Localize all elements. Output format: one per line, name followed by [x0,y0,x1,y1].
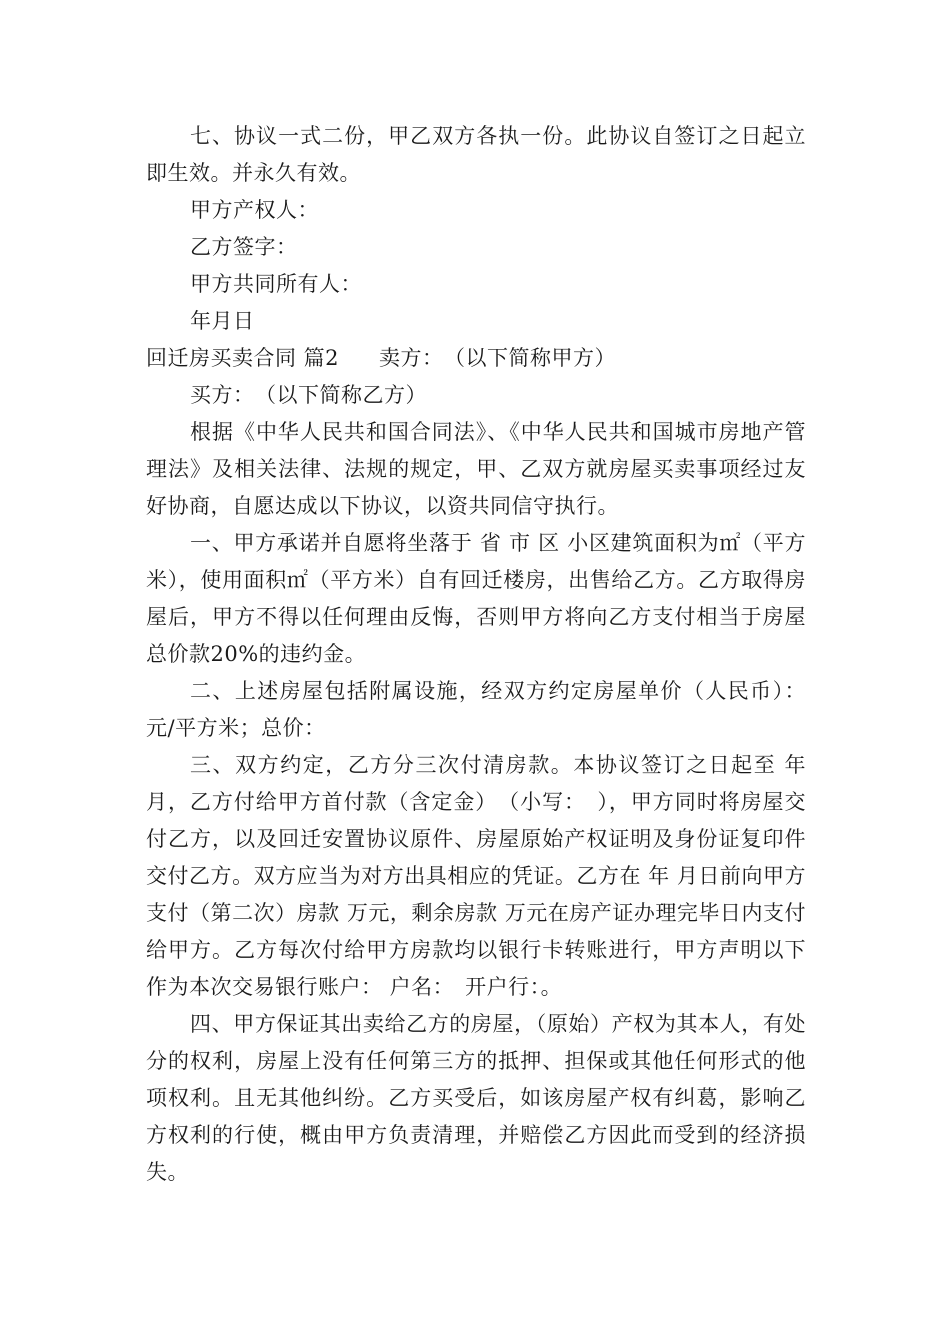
co-owner-signature-line: 甲方共同所有人： [190,272,362,296]
seller-line: 卖方： （以下简称甲方） [379,346,617,370]
buyer-line: 买方： （以下简称乙方） [190,383,427,407]
clause-one: 一、甲方承诺并自愿将坐落于 省 市 区 小区建筑面积为㎡（平方米），使用面积㎡（平方米）自有回迁楼房，出售给乙方。乙方取得房屋后，甲方不得以任何理由反悔，否则甲方将向乙方支付相当于房屋总价款20%的违约金。 [146,531,806,666]
clause-four: 四、甲方保证其出卖给乙方的房屋，（原始）产权为其本人，有处分的权利，房屋上没有任何第三方的抵押、担保或其他任何形式的他项权利。且无其他纠纷。乙方买受后，如该房屋产权有纠葛，影响乙方权利的行使，概由甲方负责清理，并赔偿乙方因此而受到的经济损失。 [146,1012,806,1184]
clause-two: 二、上述房屋包括附属设施，经双方约定房屋单价（人民币）：元/平方米；总价： [146,679,806,740]
contract-title: 回迁房买卖合同 篇2 [146,346,340,370]
owner-signature-line: 甲方产权人： [190,198,319,222]
document-body [146,118,806,1191]
party-b-signature-line: 乙方签字： [190,235,298,259]
contract-heading [146,340,806,377]
preamble-paragraph: 根据《中华人民共和国合同法》、《中华人民共和国城市房地产管理法》及相关法律、法规的规定，甲、乙双方就房屋买卖事项经过友好协商，自愿达成以下协议，以资共同信守执行。 [146,420,806,518]
clause-three: 三、双方约定，乙方分三次付清房款。本协议签订之日起至 年月，乙方付给甲方首付款（含定金） （小写： ），甲方同时将房屋交付乙方，以及回迁安置协议原件、房屋原始产权证明及身份证复印件交付乙方。双方应当为对方出具相应的凭证。乙方在 年 月日前向甲方支付（第二次）房款 万元，剩余房款 万元在房产证办理完毕日内支付给甲方。乙方每次付给甲方房款均以银行卡转账进行，甲方声明以下作为本次交易银行账户： 户名： 开户行：。 [146,753,806,999]
date-line: 年月日 [190,309,255,333]
clause-seven: 七、协议一式二份，甲乙双方各执一份。此协议自签订之日起立即生效。并永久有效。 [146,124,806,185]
